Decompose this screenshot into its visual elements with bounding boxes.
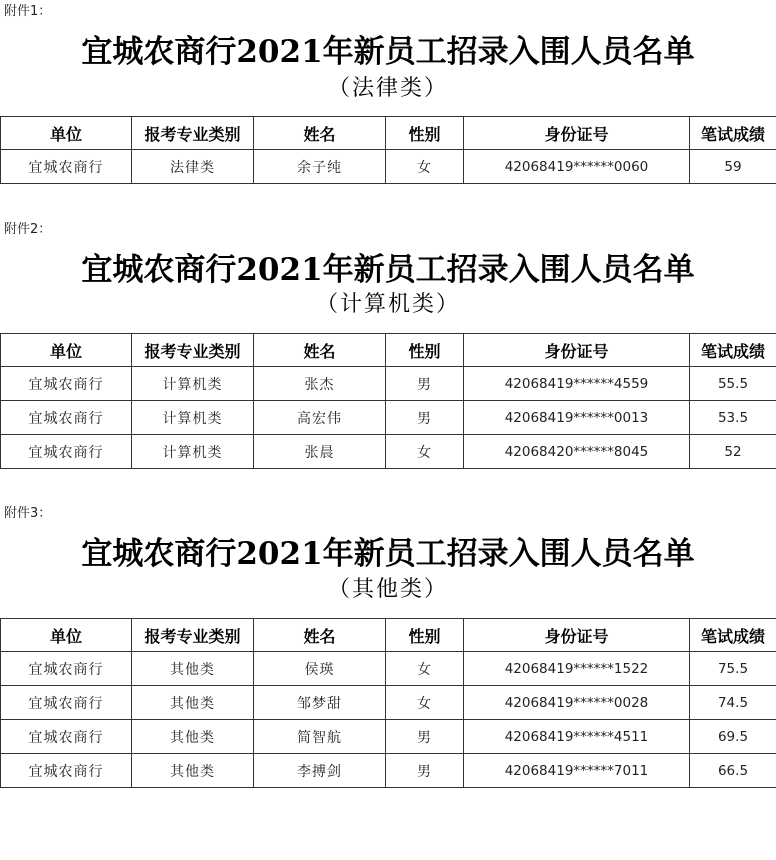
category-cell: 计算机类 bbox=[132, 401, 254, 435]
gender-cell: 女 bbox=[386, 652, 464, 686]
table-row bbox=[1, 652, 776, 686]
category-cell: 计算机类 bbox=[132, 367, 254, 401]
unit-cell: 宜城农商行 bbox=[1, 367, 132, 401]
name-cell: 简智航 bbox=[254, 720, 386, 754]
header-unit: 单位 bbox=[1, 117, 132, 150]
name-cell: 高宏伟 bbox=[254, 401, 386, 435]
unit-cell: 宜城农商行 bbox=[1, 401, 132, 435]
candidates-table-3 bbox=[0, 618, 776, 788]
score-cell: 66.5 bbox=[690, 754, 776, 788]
id-number-cell: 42068420******8045 bbox=[464, 435, 690, 469]
gender-cell: 女 bbox=[386, 150, 464, 184]
category-cell: 计算机类 bbox=[132, 435, 254, 469]
name-cell: 张杰 bbox=[254, 367, 386, 401]
table-row bbox=[1, 754, 776, 788]
category-cell: 其他类 bbox=[132, 754, 254, 788]
header-gender: 性别 bbox=[386, 619, 464, 652]
header-unit: 单位 bbox=[1, 619, 132, 652]
list-subtitle-2: （计算机类） bbox=[315, 292, 460, 317]
id-number-cell: 42068419******1522 bbox=[464, 652, 690, 686]
score-cell: 69.5 bbox=[690, 720, 776, 754]
header-id-number: 身份证号 bbox=[464, 117, 690, 150]
unit-cell: 宜城农商行 bbox=[1, 686, 132, 720]
header-gender: 性别 bbox=[386, 117, 464, 150]
score-cell: 55.5 bbox=[690, 367, 776, 401]
table-header-row bbox=[1, 619, 776, 652]
score-cell: 75.5 bbox=[690, 652, 776, 686]
name-cell: 邹梦甜 bbox=[254, 686, 386, 720]
header-category: 报考专业类别 bbox=[132, 117, 254, 150]
attachment-label-3: 附件3： bbox=[4, 506, 52, 521]
header-score: 笔试成绩 bbox=[690, 334, 776, 367]
id-number-cell: 42068419******4511 bbox=[464, 720, 690, 754]
header-id-number: 身份证号 bbox=[464, 619, 690, 652]
gender-cell: 男 bbox=[386, 367, 464, 401]
score-cell: 59 bbox=[690, 150, 776, 184]
gender-cell: 女 bbox=[386, 435, 464, 469]
id-number-cell: 42068419******7011 bbox=[464, 754, 690, 788]
unit-cell: 宜城农商行 bbox=[1, 720, 132, 754]
header-name: 姓名 bbox=[254, 619, 386, 652]
score-cell: 74.5 bbox=[690, 686, 776, 720]
header-category: 报考专业类别 bbox=[132, 619, 254, 652]
header-name: 姓名 bbox=[254, 117, 386, 150]
category-cell: 其他类 bbox=[132, 720, 254, 754]
name-cell: 李搏剑 bbox=[254, 754, 386, 788]
list-title-1: 宜城农商行2021年新员工招录入围人员名单 bbox=[81, 34, 695, 70]
header-id-number: 身份证号 bbox=[464, 334, 690, 367]
name-cell: 余子纯 bbox=[254, 150, 386, 184]
score-cell: 53.5 bbox=[690, 401, 776, 435]
table-row bbox=[1, 720, 776, 754]
candidates-table-1 bbox=[0, 116, 776, 184]
table-row bbox=[1, 435, 776, 469]
gender-cell: 女 bbox=[386, 686, 464, 720]
unit-cell: 宜城农商行 bbox=[1, 652, 132, 686]
list-subtitle-3: （其他类） bbox=[327, 577, 448, 602]
id-number-cell: 42068419******0060 bbox=[464, 150, 690, 184]
score-cell: 52 bbox=[690, 435, 776, 469]
table-row bbox=[1, 401, 776, 435]
gender-cell: 男 bbox=[386, 720, 464, 754]
table-row bbox=[1, 686, 776, 720]
name-cell: 侯瑛 bbox=[254, 652, 386, 686]
header-unit: 单位 bbox=[1, 334, 132, 367]
gender-cell: 男 bbox=[386, 401, 464, 435]
id-number-cell: 42068419******0013 bbox=[464, 401, 690, 435]
gender-cell: 男 bbox=[386, 754, 464, 788]
candidates-table-2 bbox=[0, 333, 776, 469]
header-gender: 性别 bbox=[386, 334, 464, 367]
list-title-3: 宜城农商行2021年新员工招录入围人员名单 bbox=[81, 536, 695, 572]
unit-cell: 宜城农商行 bbox=[1, 435, 132, 469]
table-row bbox=[1, 150, 776, 184]
table-row bbox=[1, 367, 776, 401]
header-category: 报考专业类别 bbox=[132, 334, 254, 367]
header-score: 笔试成绩 bbox=[690, 117, 776, 150]
unit-cell: 宜城农商行 bbox=[1, 754, 132, 788]
attachment-label-2: 附件2： bbox=[4, 222, 52, 237]
list-title-2: 宜城农商行2021年新员工招录入围人员名单 bbox=[81, 252, 695, 288]
name-cell: 张晨 bbox=[254, 435, 386, 469]
table-header-row bbox=[1, 117, 776, 150]
list-subtitle-1: （法律类） bbox=[327, 76, 448, 101]
category-cell: 其他类 bbox=[132, 686, 254, 720]
header-score: 笔试成绩 bbox=[690, 619, 776, 652]
header-name: 姓名 bbox=[254, 334, 386, 367]
id-number-cell: 42068419******0028 bbox=[464, 686, 690, 720]
category-cell: 法律类 bbox=[132, 150, 254, 184]
attachment-label-1: 附件1： bbox=[4, 4, 52, 19]
table-header-row bbox=[1, 334, 776, 367]
id-number-cell: 42068419******4559 bbox=[464, 367, 690, 401]
category-cell: 其他类 bbox=[132, 652, 254, 686]
unit-cell: 宜城农商行 bbox=[1, 150, 132, 184]
